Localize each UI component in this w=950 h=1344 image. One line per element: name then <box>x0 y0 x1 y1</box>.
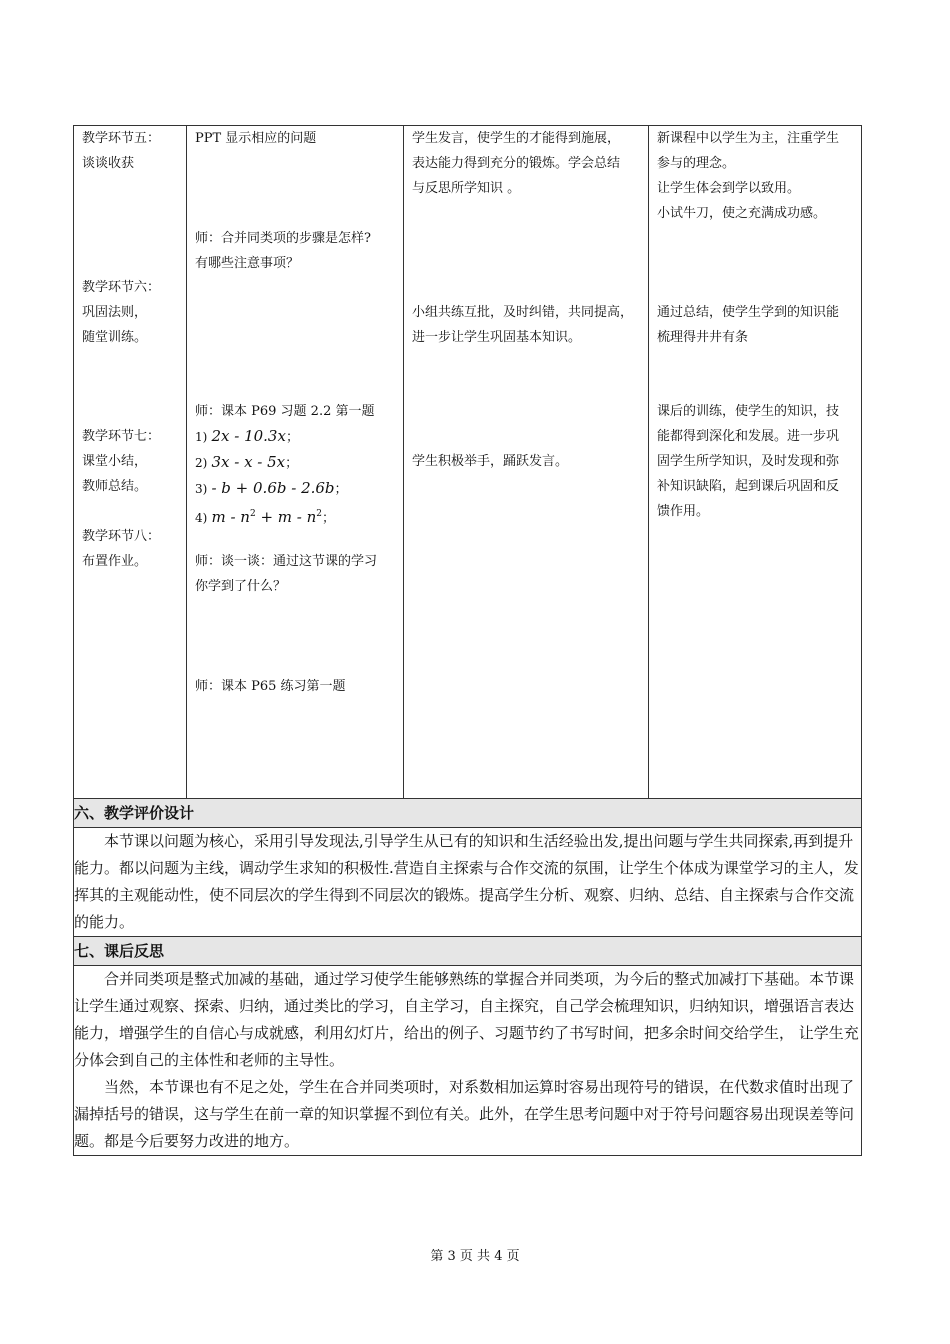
intent-line: 课后的训练，使学生的知识，技 <box>657 404 840 419</box>
exercise-number: 4) <box>195 511 208 525</box>
exercise-item <box>195 450 397 476</box>
step6-line: 随堂训练。 <box>82 330 148 345</box>
activity-line: 表达能力得到充分的锻炼。学会总结 <box>412 156 621 171</box>
exercise-item <box>195 502 397 531</box>
exercise-item <box>195 424 397 450</box>
exercise-number: 2) <box>195 456 208 470</box>
intent-line: 补知识缺陷，起到课后巩固和反 <box>657 479 840 494</box>
activity-line: 小组共练互批，及时纠错，共同提高， <box>412 305 634 320</box>
intent-line: 梳理得井井有条 <box>657 330 749 345</box>
step7-block <box>82 424 180 499</box>
exercise-number: 1) <box>195 430 208 444</box>
intent-line: 馈作用。 <box>657 504 710 519</box>
intent-line: 能都得到深化和发展。进一步巩 <box>657 429 840 444</box>
question-line: 师：合并同类项的步骤是怎样? <box>195 231 371 246</box>
activity-line: 进一步让学生巩固基本知识。 <box>412 330 582 345</box>
step5-line: 教学环节五： <box>82 131 161 146</box>
student-activity-3: 学生积极举手，踊跃发言。 <box>412 454 569 469</box>
question-line: 你学到了什么？ <box>195 579 287 594</box>
student-activity-1 <box>412 126 642 201</box>
student-activity-2 <box>412 300 642 350</box>
step5-line: 谈谈收获 <box>82 156 135 171</box>
intent-3 <box>657 399 855 524</box>
intent-column <box>649 126 862 799</box>
intent-1 <box>657 126 855 226</box>
section6-title: 六、教学评价设计 <box>74 799 862 828</box>
step7-line: 课堂小结， <box>82 454 148 469</box>
step5-block <box>82 126 180 176</box>
step8-line: 布置作业。 <box>82 554 148 569</box>
section7-title: 七、课后反思 <box>74 937 862 966</box>
page-footer: 第 3 页 共 4 页 <box>430 1249 520 1264</box>
activity-line: 学生发言，使学生的才能得到施展， <box>412 131 621 146</box>
step6-line: 巩固法则， <box>82 305 148 320</box>
exercise-sep: ； <box>285 456 299 471</box>
exercise-sep: ； <box>285 430 299 445</box>
exercise-sep: ； <box>334 482 348 497</box>
step8-block <box>82 524 180 574</box>
question-line: 师：谈一谈：通过这节课的学习 <box>195 554 378 569</box>
intent-line: 新课程中以学生为主，注重学生 <box>657 131 840 146</box>
step7-line: 教师总结。 <box>82 479 148 494</box>
intent-2 <box>657 300 855 350</box>
steps-column <box>74 126 187 799</box>
exercise-sep: ； <box>322 511 336 526</box>
lesson-table <box>73 125 862 1156</box>
section7-paragraph: 当然，本节课也有不足之处，学生在合并同类项时，对系数相加运算时容易出现符号的错误，在代数求值时出现了漏掉括号的错误，这与学生在前一章的知识掌握不到位有关。此外，在学生思考问题中对于符号问题容易出现误差等问题。都是今后要努力改进的地方。 <box>74 1078 855 1150</box>
section6-body <box>74 828 862 937</box>
step6-block <box>82 275 180 350</box>
question-summary <box>195 549 397 599</box>
intent-line: 让学生体会到学以致用。 <box>657 181 801 196</box>
section7-head-row <box>74 937 862 966</box>
activity-line: 与反思所学知识 。 <box>412 181 521 196</box>
teacher-column <box>187 126 404 799</box>
exercise-title: 师：课本 P69 习题 2.2 第一题 <box>195 404 375 419</box>
step6-line: 教学环节六： <box>82 280 161 295</box>
question-line: 有哪些注意事项？ <box>195 256 300 271</box>
question-steps <box>195 226 397 276</box>
exercise-number: 3) <box>195 482 208 496</box>
student-column <box>404 126 649 799</box>
exercise-expression: - b + 0.6b - 2.6b <box>211 479 335 497</box>
intent-line: 参与的理念。 <box>657 156 736 171</box>
intent-line: 通过总结，使学生学到的知识能 <box>657 305 840 320</box>
ppt-note: PPT 显示相应的问题 <box>195 131 317 146</box>
exercise-item <box>195 476 397 502</box>
exercise-expression: 3x - x - 5x <box>211 453 286 471</box>
homework-note: 师：课本 P65 练习第一题 <box>195 679 346 694</box>
intent-line: 固学生所学知识，及时发现和弥 <box>657 454 840 469</box>
section6-head-row <box>74 799 862 828</box>
section7-paragraph: 合并同类项是整式加减的基础，通过学习使学生能够熟练的掌握合并同类项，为今后的整式加减打下基础。本节课让学生通过观察、探索、归纳，通过类比的学习，自主学习，自主探究，自己学会梳理知识，归纳知识，增强语言表达能力，增强学生的自信心与成就感，利用幻灯片，给出的例子、习题节约了书写时间，把多余时间交给学生， 让学生充分体会到自己的主体性和老师的主导性。 <box>74 970 859 1069</box>
exercise-expression: 2x - 10.3x <box>211 427 286 445</box>
exercise-expression: $m - n^2 + m - n^2$ <box>211 508 323 526</box>
steps-row <box>74 126 862 799</box>
exercise-block <box>195 399 397 531</box>
section6-body-row <box>74 828 862 937</box>
step8-line: 教学环节八： <box>82 529 161 544</box>
section7-body <box>74 966 862 1156</box>
section6-paragraph: 本节课以问题为核心，采用引导发现法,引导学生从已有的知识和生活经验出发,提出问题与学生共同探索,再到提升能力。都以问题为主线，调动学生求知的积极性.营造自主探索与合作交流的氛围，让学生个体成为课堂学习的主人，发挥其的主观能动性，使不同层次的学生得到不同层次的锻炼。提高学生分析、观察、归纳、总结、自主探索与合作交流的能力。 <box>74 832 859 931</box>
section7-body-row <box>74 966 862 1156</box>
step7-line: 教学环节七： <box>82 429 161 444</box>
intent-line: 小试牛刀，使之充满成功感。 <box>657 206 827 221</box>
